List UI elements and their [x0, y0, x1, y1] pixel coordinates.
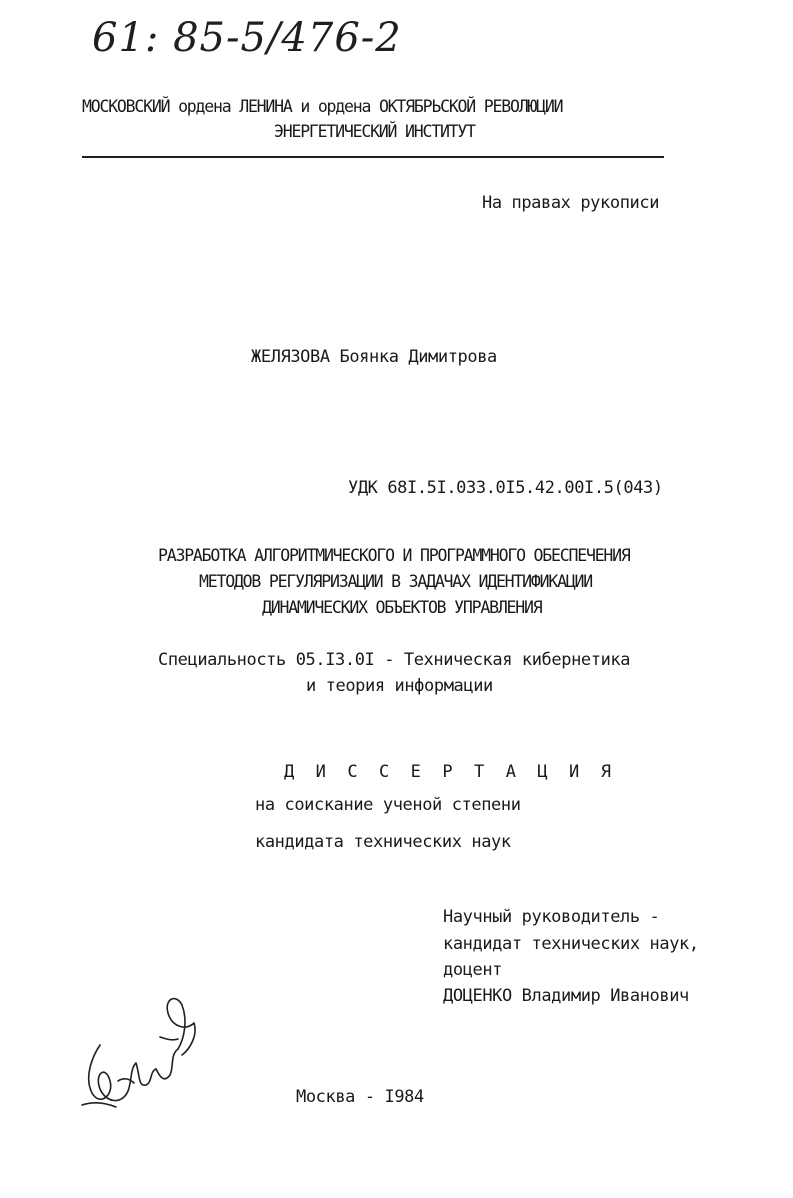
supervisor-line-4: ДОЦЕНКО Владимир Иванович [443, 986, 689, 1006]
specialty-line-1: Специальность 05.I3.0I - Техническая кибернетика [158, 650, 631, 670]
title-line-1: РАЗРАБОТКА АЛГОРИТМИЧЕСКОГО И ПРОГРАММНОГО ОБЕСПЕЧЕНИЯ [158, 546, 630, 565]
title-line-3: ДИНАМИЧЕСКИХ ОБЪЕКТОВ УПРАВЛЕНИЯ [262, 598, 542, 617]
author-name: ЖЕЛЯЗОВА Боянка Димитрова [251, 347, 497, 367]
rights-note: На правах рукописи [482, 193, 660, 213]
archive-note: 61: 85-5/476-2 [92, 15, 402, 61]
specialty-line-2: и теория информации [306, 676, 493, 696]
institute-line-1: МОСКОВСКИЙ ордена ЛЕНИНА и ордена ОКТЯБРЬСКОЙ РЕВОЛЮЦИИ [82, 97, 563, 116]
title-line-2: МЕТОДОВ РЕГУЛЯРИЗАЦИИ В ЗАДАЧАХ ИДЕНТИФИКАЦИИ [199, 572, 593, 591]
supervisor-line-3: доцент [443, 960, 503, 980]
supervisor-line-2: кандидат технических наук, [443, 934, 699, 954]
header-divider [82, 156, 664, 158]
thesis-line-1: на соискание ученой степени [255, 795, 521, 815]
place-year: Москва - I984 [296, 1087, 424, 1107]
thesis-label: Д И С С Е Р Т А Ц И Я [284, 762, 617, 782]
thesis-line-2: кандидата технических наук [255, 832, 511, 852]
supervisor-line-1: Научный руководитель - [443, 907, 660, 927]
institute-line-2: ЭНЕРГЕТИЧЕСКИЙ ИНСТИТУТ [274, 122, 475, 141]
udc-code: УДК 68I.5I.033.0I5.42.00I.5(043) [348, 478, 663, 498]
handwritten-signature [70, 985, 210, 1119]
